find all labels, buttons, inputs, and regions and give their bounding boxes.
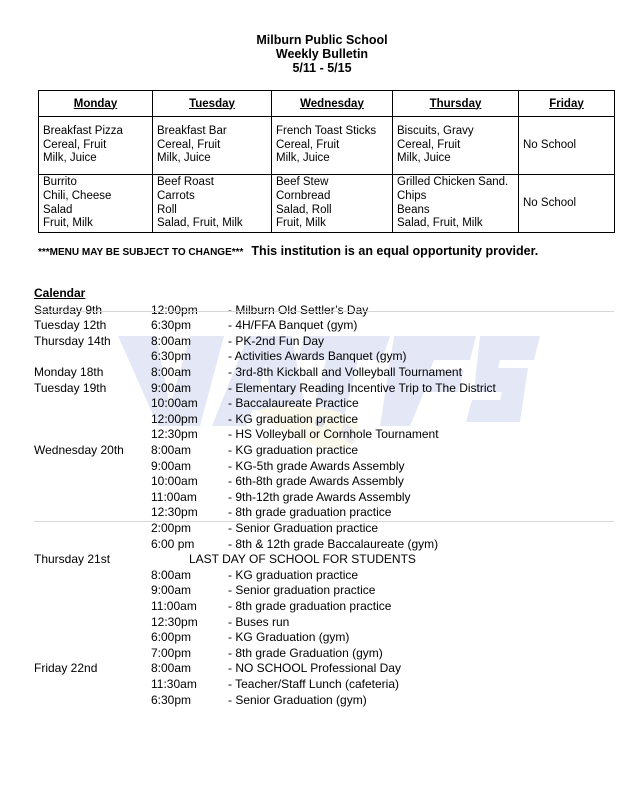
menu-item: Carrots [157, 189, 195, 202]
calendar-row [0, 537, 644, 553]
menu-day-header: Wednesday [272, 91, 393, 117]
menu-item: Milk, Juice [43, 152, 97, 165]
menu-item: Milk, Juice [276, 152, 330, 165]
calendar-event: - HS Volleyball or Cornhole Tournament [228, 427, 439, 442]
menu-item: Roll [157, 203, 177, 216]
calendar-time: 7:00pm [151, 645, 192, 660]
calendar-event: - KG Graduation (gym) [228, 630, 350, 645]
calendar-event: - Elementary Reading Incentive Trip to The District [228, 380, 496, 395]
lunch-cell [272, 175, 393, 233]
menu-item: No School [523, 196, 577, 209]
menu-notice [38, 242, 538, 260]
calendar-event: - KG graduation practice [228, 442, 359, 457]
calendar-time: 8:00am [151, 364, 192, 379]
calendar-row [0, 396, 644, 412]
calendar-event: - KG-5th grade Awards Assembly [228, 458, 405, 473]
lunch-cell [153, 175, 272, 233]
calendar-row [0, 521, 644, 537]
calendar-time: 12:30pm [151, 427, 198, 442]
calendar-time: 12:30pm [151, 505, 198, 520]
menu-change-notice: ***MENU MAY BE SUBJECT TO CHANGE*** [38, 247, 244, 258]
calendar-time: 11:30am [151, 676, 197, 691]
menu-item: Fruit, Milk [43, 217, 93, 230]
calendar-row [0, 365, 644, 381]
calendar-event: - Buses run [228, 614, 290, 629]
menu-item: Breakfast Bar [157, 125, 227, 138]
calendar-event: - KG graduation practice [228, 411, 359, 426]
breakfast-row [39, 117, 615, 175]
calendar-event: - Milburn Old Settler’s Day [228, 302, 369, 317]
calendar-title: Calendar [34, 286, 86, 300]
calendar-row [0, 552, 644, 568]
calendar-row [0, 318, 644, 334]
menu-day-header: Thursday [393, 91, 519, 117]
calendar-event: - 8th grade graduation practice [228, 598, 392, 613]
bulletin-dates: 5/11 - 5/15 [292, 61, 352, 75]
menu-item: Beef Roast [157, 176, 214, 189]
calendar-event: - NO SCHOOL Professional Day [228, 661, 401, 676]
calendar-divider-top [34, 311, 614, 312]
menu-day-header: Monday [39, 91, 153, 117]
lunch-cell [39, 175, 153, 233]
menu-day-header: Tuesday [153, 91, 272, 117]
calendar-time: 10:00am [151, 396, 198, 411]
calendar-event: - 6th-8th grade Awards Assembly [228, 474, 404, 489]
calendar-event: - Baccalaureate Practice [228, 396, 359, 411]
calendar-day: Wednesday 20th [34, 442, 124, 457]
menu-item: Cereal, Fruit [397, 138, 461, 151]
breakfast-cell [39, 117, 153, 175]
menu-item: No School [523, 138, 577, 151]
calendar-row [0, 490, 644, 506]
menu-item: Fruit, Milk [276, 217, 326, 230]
calendar-time: 6:30pm [151, 692, 192, 707]
calendar-event: - Senior Graduation practice [228, 520, 379, 535]
menu-item: Biscuits, Gravy [397, 125, 474, 138]
menu-item: Burrito [43, 176, 77, 189]
menu-item: Grilled Chicken Sand. [397, 176, 509, 189]
calendar-time: 8:00am [151, 442, 192, 457]
calendar-row [0, 583, 644, 599]
menu-item: Salad, Fruit, Milk [157, 217, 243, 230]
calendar-row [0, 693, 644, 709]
calendar-row [0, 677, 644, 693]
calendar-row [0, 615, 644, 631]
calendar-day: Monday 18th [34, 364, 104, 379]
lunch-menu-table [38, 90, 615, 233]
calendar-time: 9:00am [151, 380, 192, 395]
calendar-day: Tuesday 19th [34, 380, 107, 395]
menu-item: Milk, Juice [397, 152, 451, 165]
bulletin-title: Weekly Bulletin [275, 47, 369, 61]
calendar-row [0, 474, 644, 490]
calendar-event: - KG graduation practice [228, 567, 359, 582]
lunch-cell [519, 175, 615, 233]
menu-day-header: Friday [519, 91, 615, 117]
breakfast-cell [153, 117, 272, 175]
calendar-day: Thursday 21st [34, 552, 111, 567]
menu-item: Chips [397, 189, 427, 202]
calendar-time: 6:30pm [151, 349, 192, 364]
calendar-event: - Activities Awards Banquet (gym) [228, 349, 407, 364]
lunch-cell [393, 175, 519, 233]
calendar-row [0, 443, 644, 459]
calendar-row [0, 661, 644, 677]
calendar-time: 9:00am [151, 458, 192, 473]
calendar-time: 11:00am [151, 598, 197, 613]
calendar-event: - Senior Graduation (gym) [228, 692, 367, 707]
calendar-day: Tuesday 12th [34, 318, 107, 333]
menu-item: Salad, Roll [276, 203, 332, 216]
calendar-day: Saturday 9th [34, 302, 103, 317]
menu-item: Cereal, Fruit [43, 138, 107, 151]
menu-item: Beans [397, 203, 430, 216]
calendar-time: 8:00am [151, 333, 192, 348]
breakfast-cell [272, 117, 393, 175]
calendar-time: 10:00am [151, 474, 198, 489]
calendar-time: 12:00pm [151, 302, 198, 317]
calendar-row [0, 427, 644, 443]
calendar-time: 6:00pm [151, 630, 192, 645]
calendar-row [0, 630, 644, 646]
calendar-row [0, 459, 644, 475]
menu-item: Chili, Cheese [43, 189, 112, 202]
calendar-row [0, 568, 644, 584]
calendar-event: - 4H/FFA Banquet (gym) [228, 318, 358, 333]
calendar-event: - 9th-12th grade Awards Assembly [228, 489, 411, 504]
calendar-row [0, 334, 644, 350]
equal-opportunity-statement: This institution is an equal opportunity provider. [251, 244, 539, 258]
menu-header-row [39, 91, 615, 117]
menu-item: Beef Stew [276, 176, 329, 189]
breakfast-cell [519, 117, 615, 175]
calendar-row [0, 599, 644, 615]
calendar-row [0, 505, 644, 521]
menu-item: Milk, Juice [157, 152, 211, 165]
calendar-row [0, 646, 644, 662]
menu-item: Cornbread [276, 189, 331, 202]
menu-item: Cereal, Fruit [157, 138, 221, 151]
menu-item: Cereal, Fruit [276, 138, 340, 151]
lunch-row [39, 175, 615, 233]
calendar-row [0, 349, 644, 365]
menu-item: Salad, Fruit, Milk [397, 217, 483, 230]
calendar-event: - 3rd-8th Kickball and Volleyball Tournament [228, 364, 462, 379]
breakfast-cell [393, 117, 519, 175]
calendar-time: 2:00pm [151, 520, 192, 535]
calendar-event: - PK-2nd Fun Day [228, 333, 325, 348]
calendar-time: 9:00am [151, 583, 192, 598]
calendar-divider-middle [34, 521, 614, 522]
calendar-event: - 8th & 12th grade Baccalaureate (gym) [228, 536, 439, 551]
calendar-row [0, 381, 644, 397]
calendar-special-note: LAST DAY OF SCHOOL FOR STUDENTS [189, 552, 416, 567]
calendar-day: Thursday 14th [34, 333, 111, 348]
calendar-time: 11:00am [151, 489, 197, 504]
calendar-event: - 8th grade Graduation (gym) [228, 645, 383, 660]
calendar-time: 12:00pm [151, 411, 198, 426]
calendar-time: 6:00 pm [151, 536, 195, 551]
calendar-event: - Teacher/Staff Lunch (cafeteria) [228, 676, 399, 691]
calendar-event: - 8th grade graduation practice [228, 505, 392, 520]
calendar-row [0, 412, 644, 428]
school-name: Milburn Public School [256, 33, 388, 47]
calendar-event: - Senior graduation practice [228, 583, 376, 598]
menu-item: Salad [43, 203, 73, 216]
menu-item: French Toast Sticks [276, 125, 377, 138]
calendar-day: Friday 22nd [34, 661, 98, 676]
menu-item: Breakfast Pizza [43, 125, 123, 138]
calendar-time: 6:30pm [151, 318, 192, 333]
calendar-time: 8:00am [151, 567, 192, 582]
calendar-time: 12:30pm [151, 614, 198, 629]
calendar-time: 8:00am [151, 661, 192, 676]
